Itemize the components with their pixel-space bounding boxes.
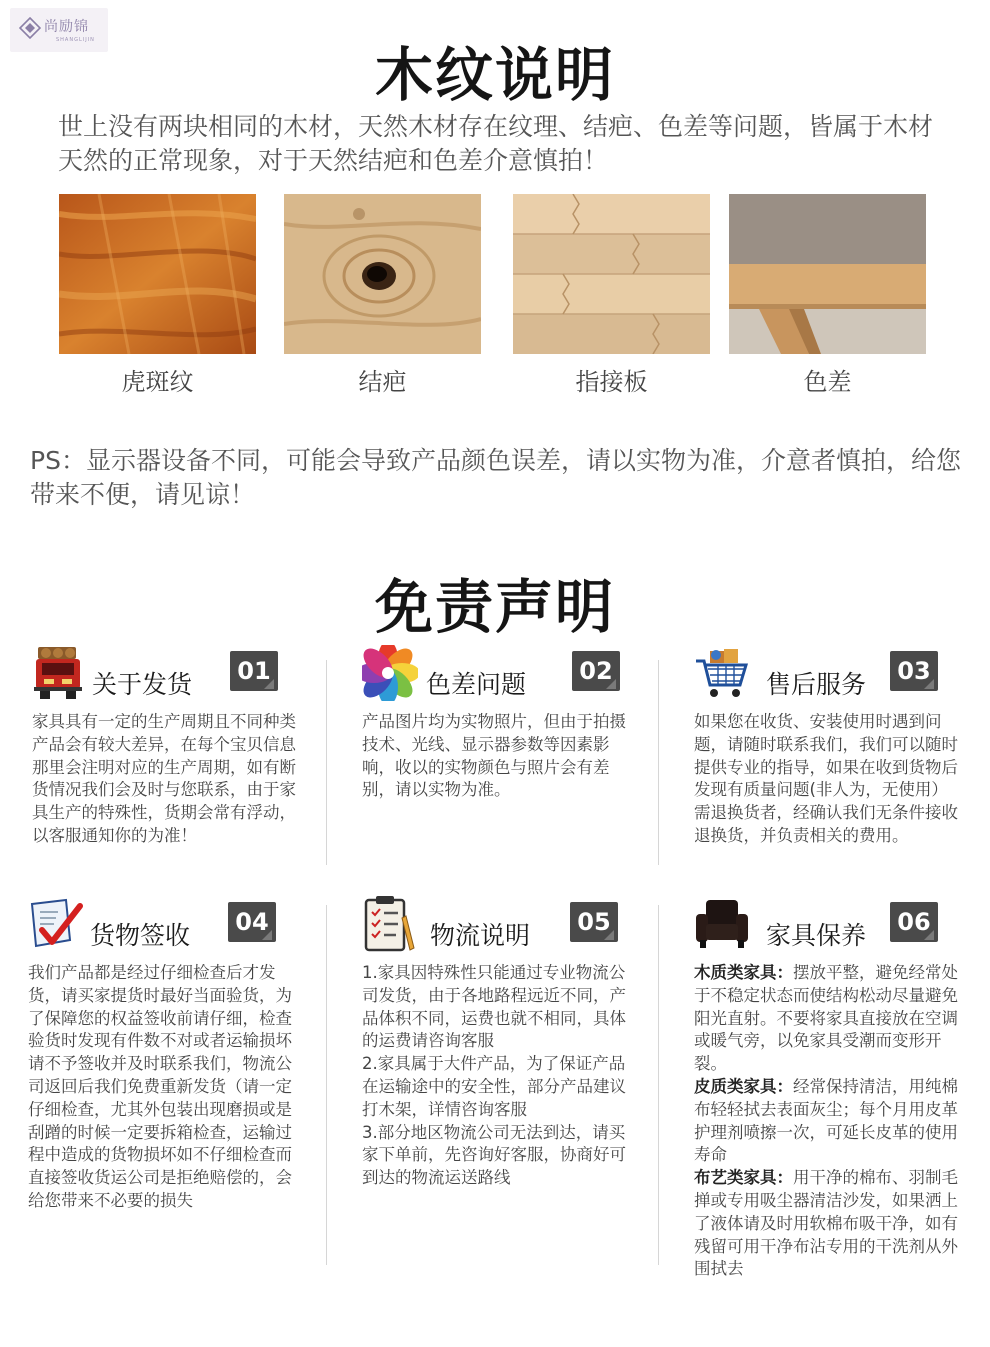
wood-image-knot bbox=[284, 194, 481, 354]
color-wheel-icon bbox=[362, 645, 418, 701]
column-divider bbox=[658, 660, 659, 865]
checkmark-sign-icon bbox=[28, 896, 84, 952]
wood-caption-finger-joint: 指接板 bbox=[575, 368, 648, 396]
truck-icon bbox=[32, 645, 88, 701]
care-label-leather: 皮质类家具： bbox=[694, 1076, 793, 1096]
card-title: 物流说明 bbox=[430, 921, 531, 950]
disclaimer-section-title: 免责声明 bbox=[374, 573, 615, 641]
card-body-text: 1.家具因特殊性只能通过专业物流公司发货，由于各地路程远近不同，产品体积不同，运费也就不相同，具体的运费请咨询客服 2.家具属于大件产品，为了保证产品在运输途中的安全性，部分产品建议打木架，详情咨询客服 3.部分地区物流公司无法到达，请买家下单前，先咨询好客服，协商好可到达的物流运送路线 bbox=[362, 963, 626, 1188]
ps-note: PS：显示器设备不同，可能会导致产品颜色误差，请以实物为准，介意者慎拍，给您带来不便，请见谅！ bbox=[30, 446, 961, 509]
care-text-fabric: 用干净的棉布、羽制毛掸或专用吸尘器清洁沙发，如果洒上了液体请及时用软棉布吸干净，如有残留可用干净布沾专用的干洗剂从外围拭去 bbox=[694, 1168, 958, 1279]
card-number-badge: 05 bbox=[570, 902, 618, 942]
card-body-text: 家具具有一定的生产周期且不同种类产品会有较大差异，在每个宝贝信息那里会注明对应的生产周期，如有断货情况我们会及时与您联系，由于家具生产的特殊性，货期会常有浮动，以客服通知你的为准！ bbox=[32, 712, 296, 845]
card-number-badge: 01 bbox=[230, 651, 278, 691]
care-label-wood: 木质类家具： bbox=[694, 963, 793, 982]
card-title: 色差问题 bbox=[426, 670, 527, 699]
column-divider bbox=[326, 905, 327, 1265]
wood-caption-color-difference: 色差 bbox=[803, 368, 852, 396]
wood-image-color-difference bbox=[729, 194, 926, 354]
card-body-text: 如果您在收货、安装使用时遇到问题，请随时联系我们，我们可以随时提供专业的指导，如果在收到货物后发现有质量问题(非人为，无使用）需退换货者，经确认我们无条件接收退换货，并负责相关的费用。 bbox=[694, 712, 958, 845]
column-divider bbox=[658, 905, 659, 1265]
card-title: 售后服务 bbox=[766, 670, 867, 699]
card-body-text bbox=[694, 962, 962, 1281]
card-number-badge: 04 bbox=[228, 902, 276, 942]
card-body-text: 我们产品都是经过仔细检查后才发货，请买家提货时最好当面验货，为了保障您的权益签收前请仔细，检查验货时发现有件数不对或者运输损坏请不予签收并及时联系我们，物流公司返回后我们免费重新发货（请一定仔细检查，尤其外包装出现磨损或是刮蹭的时候一定要拆箱检查，运输过程中造成的货物损坏如不仔细检查而直接签收货运公司是拒绝赔偿的，会给您带来不必要的损失 bbox=[28, 963, 292, 1210]
card-body-text: 产品图片均为实物照片，但由于拍摄技术、光线、显示器参数等因素影响，收以的实物颜色与照片会有差别，请以实物为准。 bbox=[362, 712, 626, 800]
card-number-badge: 06 bbox=[890, 902, 938, 942]
card-title: 货物签收 bbox=[90, 921, 191, 950]
column-divider bbox=[326, 660, 327, 865]
card-number-badge: 02 bbox=[572, 651, 620, 691]
care-text-leather: 经常保持清洁，用纯棉布轻轻拭去表面灰尘；每个月用皮革护理剂喷擦一次，可延长皮革的使用寿命 bbox=[694, 1076, 958, 1165]
wood-intro-text: 世上没有两块相同的木材，天然木材存在纹理、结疤、色差等问题，皆属于木材天然的正常现象，对于天然结疤和色差介意慎拍！ bbox=[58, 112, 934, 175]
card-title: 关于发货 bbox=[92, 670, 193, 699]
card-title: 家具保养 bbox=[766, 921, 867, 950]
care-text-wood: 摆放平整，避免经常处于不稳定状态而使结构松动尽量避免阳光直射。不要将家具直接放在空调或暖气旁，以免家具受潮而变形开裂。 bbox=[694, 963, 958, 1074]
wood-image-finger-joint bbox=[513, 194, 710, 354]
card-number-badge: 03 bbox=[890, 651, 938, 691]
wood-caption-knot: 结疤 bbox=[358, 368, 407, 396]
clipboard-icon bbox=[362, 896, 418, 952]
logo-sub-text: SHANGLIJIN bbox=[56, 37, 95, 43]
shopping-cart-icon bbox=[694, 645, 750, 701]
wood-image-tiger-grain bbox=[59, 194, 256, 354]
wood-caption-tiger-grain: 虎斑纹 bbox=[121, 368, 194, 396]
wood-section-title: 木纹说明 bbox=[374, 41, 615, 109]
logo-brand-text: 尚励锦 bbox=[44, 19, 89, 35]
care-label-fabric: 布艺类家具： bbox=[694, 1168, 793, 1188]
armchair-icon bbox=[694, 896, 750, 952]
